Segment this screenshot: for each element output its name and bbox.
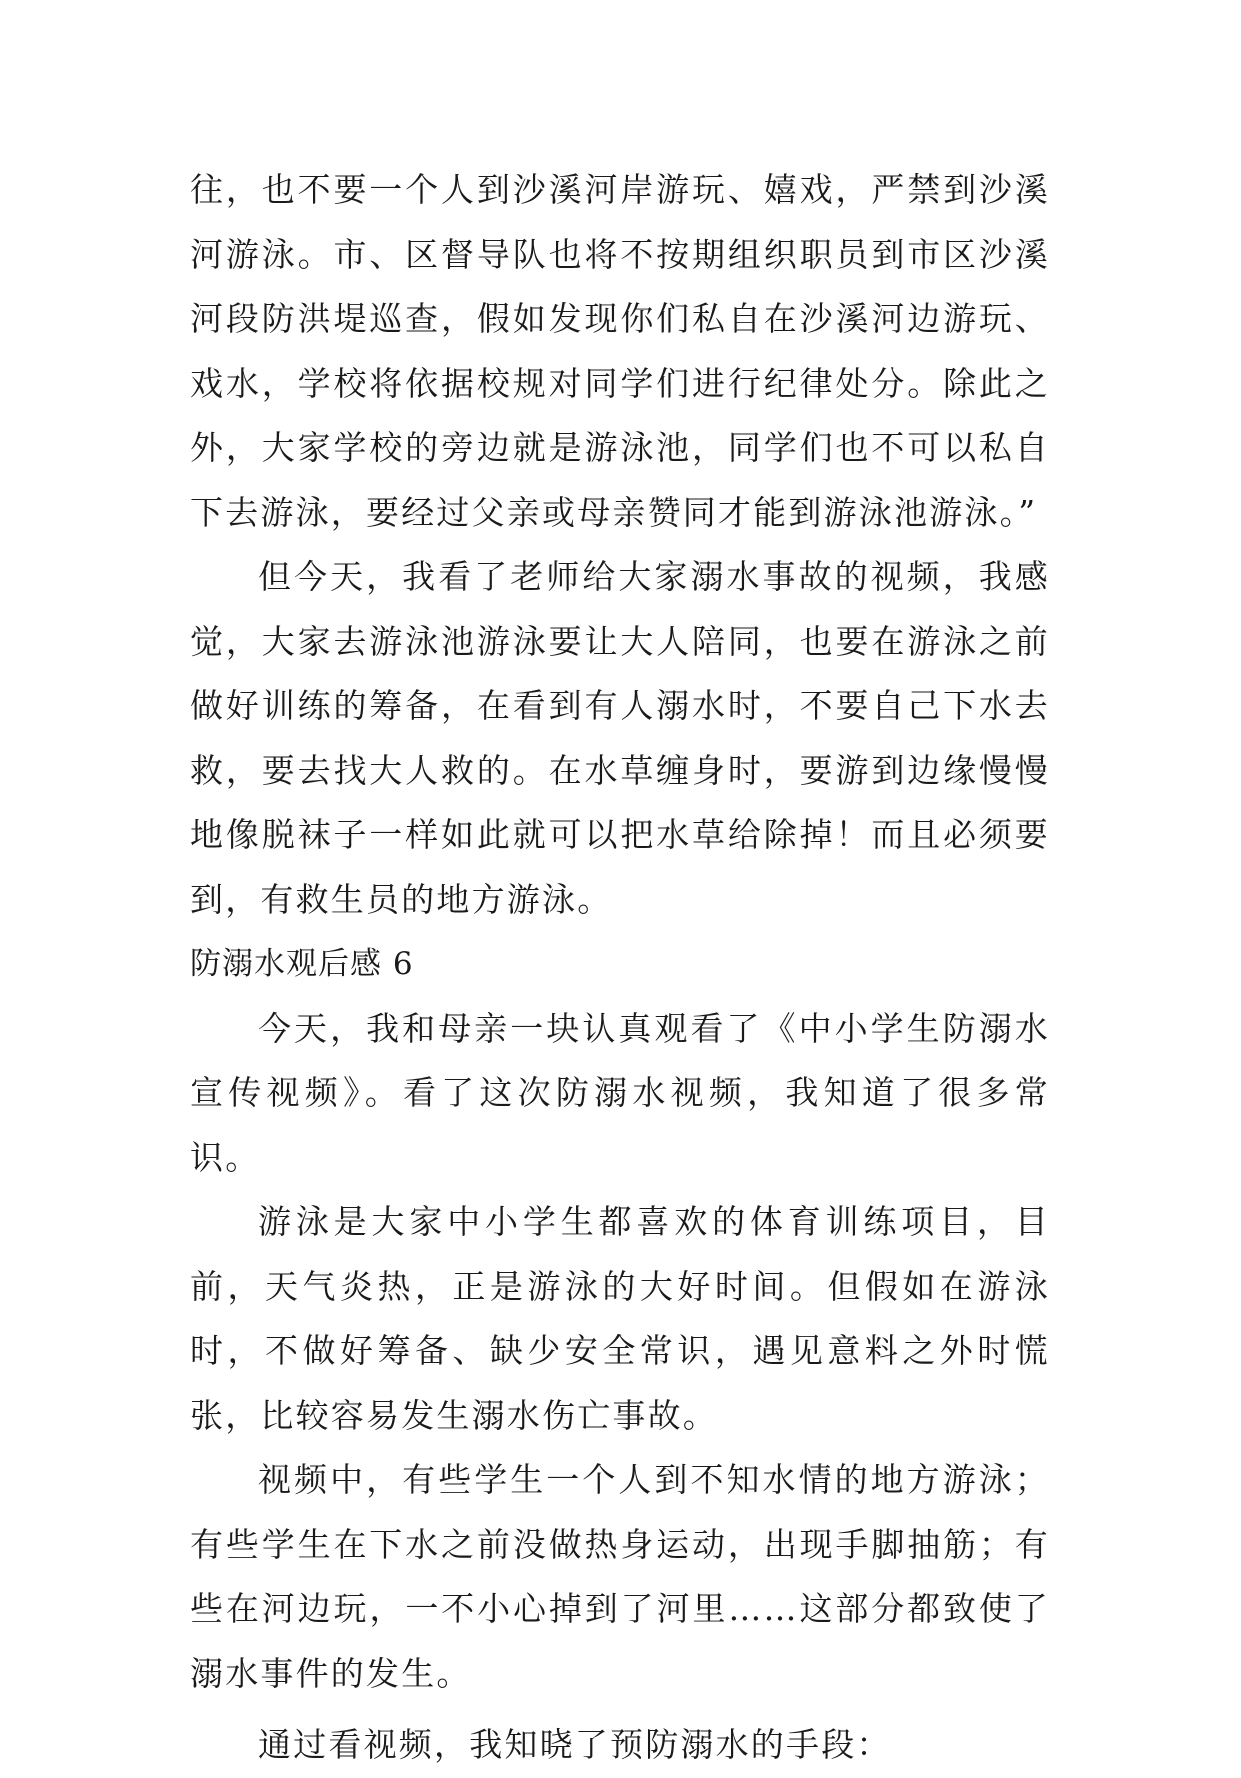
paragraph-prevention-intro: 通过看视频，我知晓了预防溺水的手段： [258, 1725, 892, 1764]
paragraph-video-cases: 视频中，有些学生一个人到不知水情的地方游泳；有些学生在下水之前没做热身运动，出现手脚抽筋；有些在河边玩，一不小心掉到了河里……这部分都致使了溺水事件的发生。 [190, 1460, 1050, 1693]
paragraph-reflection: 但今天，我看了老师给大家溺水事故的视频，我感觉，大家去游泳池游泳要让大人陪同，也要在游泳之前做好训练的筹备，在看到有人溺水时，不要自己下水去救，要去找大人救的。在水草缠身时，要游到边缘慢慢地像脱袜子一样如此就可以把水草给除掉！而且必须要到，有救生员的地方游泳。 [190, 557, 1050, 919]
paragraph-watch-video: 今天，我和母亲一块认真观看了《中小学生防溺水宣传视频》。看了这次防溺水视频，我知道了很多常识。 [190, 1008, 1050, 1177]
paragraph-swimming-risk: 游泳是大家中小学生都喜欢的体育训练项目，目前，天气炎热，正是游泳的大好时间。但假如在游泳时，不做好筹备、缺少安全常识，遇见意料之外时慌张，比较容易发生溺水伤亡事故。 [190, 1202, 1050, 1435]
document-body [190, 158, 1050, 1778]
section-heading: 防溺水观后感 6 [190, 946, 414, 982]
paragraph-continuation: 往，也不要一个人到沙溪河岸游玩、嬉戏，严禁到沙溪河游泳。市、区督导队也将不按期组织职员到市区沙溪河段防洪堤巡查，假如发现你们私自在沙溪河边游玩、戏水，学校将依据校规对同学们进行纪律处分。除此之外，大家学校的旁边就是游泳池，同学们也不可以私自下去游泳，要经过父亲或母亲赞同才能到游泳池游泳。” [190, 170, 1050, 532]
